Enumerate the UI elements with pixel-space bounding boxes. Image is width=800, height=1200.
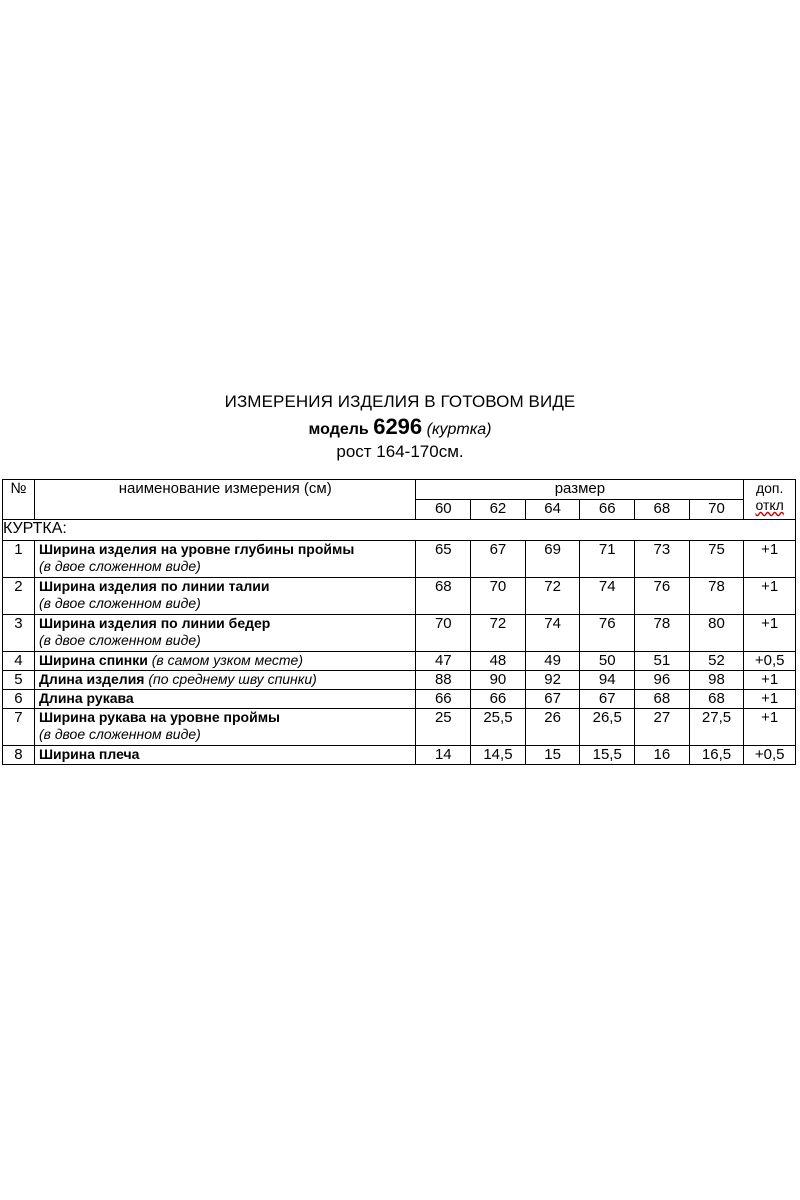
- size-value: 67: [580, 690, 635, 709]
- size-value: 16: [635, 746, 690, 765]
- row-number: 2: [3, 578, 35, 615]
- table-row: [3, 541, 796, 578]
- measurement-name-cell: [34, 541, 416, 578]
- row-number: 7: [3, 709, 35, 746]
- column-header-tolerance: [744, 480, 796, 520]
- size-value: 80: [689, 615, 744, 652]
- size-value: 50: [580, 652, 635, 671]
- size-value: 25: [416, 709, 471, 746]
- measurement-note: (в двое сложенном виде): [38, 558, 201, 574]
- table-row: [3, 671, 796, 690]
- size-value: 78: [635, 615, 690, 652]
- measurement-note: (в двое сложенном виде): [38, 595, 201, 611]
- size-value: 15,5: [580, 746, 635, 765]
- size-value: 27,5: [689, 709, 744, 746]
- measurement-name: Ширина спинки: [38, 652, 148, 668]
- measurement-name: Длина рукава: [38, 690, 134, 706]
- size-value: 14,5: [471, 746, 526, 765]
- measurement-name: Ширина изделия по линии талии: [38, 578, 270, 594]
- size-value: 70: [471, 578, 526, 615]
- size-value: 15: [525, 746, 580, 765]
- size-value: 68: [689, 690, 744, 709]
- size-value: 14: [416, 746, 471, 765]
- size-value: 90: [471, 671, 526, 690]
- size-value: 26,5: [580, 709, 635, 746]
- size-header: 68: [635, 500, 690, 520]
- measurement-name-cell: [34, 578, 416, 615]
- tolerance-value: +0,5: [744, 746, 796, 765]
- model-type: (куртка): [426, 421, 492, 438]
- measurement-name: Длина изделия: [38, 671, 145, 687]
- measurement-note: (в двое сложенном виде): [38, 726, 201, 742]
- size-value: 75: [689, 541, 744, 578]
- size-value: 98: [689, 671, 744, 690]
- size-value: 74: [525, 615, 580, 652]
- table-row: [3, 709, 796, 746]
- size-value: 72: [525, 578, 580, 615]
- size-value: 65: [416, 541, 471, 578]
- tolerance-value: +1: [744, 615, 796, 652]
- tolerance-value: +1: [744, 690, 796, 709]
- table-row: [3, 615, 796, 652]
- size-value: 96: [635, 671, 690, 690]
- size-value: 78: [689, 578, 744, 615]
- section-title: КУРТКА:: [3, 520, 796, 541]
- model-number: 6296: [373, 414, 423, 439]
- size-value: 52: [689, 652, 744, 671]
- measurement-table: [2, 479, 796, 765]
- model-label: модель: [308, 421, 369, 438]
- size-value: 66: [416, 690, 471, 709]
- row-number: 1: [3, 541, 35, 578]
- measurement-name-cell: [34, 615, 416, 652]
- row-number: 8: [3, 746, 35, 765]
- row-number: 6: [3, 690, 35, 709]
- size-value: 47: [416, 652, 471, 671]
- size-value: 27: [635, 709, 690, 746]
- size-value: 69: [525, 541, 580, 578]
- tolerance-value: +0,5: [744, 652, 796, 671]
- document-title: ИЗМЕРЕНИЯ ИЗДЕЛИЯ В ГОТОВОМ ВИДЕ: [224, 392, 576, 411]
- size-value: 49: [525, 652, 580, 671]
- table-row: [3, 652, 796, 671]
- size-header: 64: [525, 500, 580, 520]
- size-value: 74: [580, 578, 635, 615]
- measurement-name-cell: [34, 690, 416, 709]
- height-range: рост 164-170см.: [336, 442, 464, 461]
- measurement-note: (по среднему шву спинки): [148, 671, 317, 687]
- tolerance-label-1: доп.: [755, 480, 784, 496]
- measurement-name-cell: [34, 652, 416, 671]
- size-value: 67: [471, 541, 526, 578]
- size-value: 66: [471, 690, 526, 709]
- size-value: 51: [635, 652, 690, 671]
- tolerance-value: +1: [744, 671, 796, 690]
- size-value: 48: [471, 652, 526, 671]
- size-value: 70: [416, 615, 471, 652]
- size-value: 92: [525, 671, 580, 690]
- size-header: 70: [689, 500, 744, 520]
- size-value: 76: [635, 578, 690, 615]
- measurement-name: Ширина плеча: [38, 746, 140, 762]
- tolerance-value: +1: [744, 541, 796, 578]
- model-line: [0, 414, 800, 440]
- measurement-name-cell: [34, 709, 416, 746]
- size-value: 94: [580, 671, 635, 690]
- size-value: 26: [525, 709, 580, 746]
- row-number: 3: [3, 615, 35, 652]
- measurement-name-cell: [34, 671, 416, 690]
- column-header-size: размер: [416, 480, 744, 500]
- row-number: 5: [3, 671, 35, 690]
- tolerance-label-2: откл: [755, 497, 784, 513]
- measurement-name: Ширина изделия на уровне глубины проймы: [38, 541, 355, 557]
- size-value: 71: [580, 541, 635, 578]
- table-row: [3, 690, 796, 709]
- measurement-name: Ширина изделия по линии бедер: [38, 615, 271, 631]
- column-header-name: наименование измерения (см): [34, 480, 416, 520]
- row-number: 4: [3, 652, 35, 671]
- size-value: 72: [471, 615, 526, 652]
- tolerance-value: +1: [744, 578, 796, 615]
- measurement-name-cell: [34, 746, 416, 765]
- size-value: 67: [525, 690, 580, 709]
- measurement-note: (в двое сложенном виде): [38, 632, 201, 648]
- measurement-note: (в самом узком месте): [151, 652, 303, 668]
- table-row: [3, 578, 796, 615]
- size-value: 88: [416, 671, 471, 690]
- size-value: 76: [580, 615, 635, 652]
- size-value: 25,5: [471, 709, 526, 746]
- tolerance-value: +1: [744, 709, 796, 746]
- size-value: 68: [635, 690, 690, 709]
- size-value: 73: [635, 541, 690, 578]
- size-header: 62: [471, 500, 526, 520]
- size-header: 60: [416, 500, 471, 520]
- column-header-number: №: [3, 480, 35, 520]
- measurement-name: Ширина рукава на уровне проймы: [38, 709, 281, 725]
- size-header: 66: [580, 500, 635, 520]
- size-value: 68: [416, 578, 471, 615]
- table-row: [3, 746, 796, 765]
- size-value: 16,5: [689, 746, 744, 765]
